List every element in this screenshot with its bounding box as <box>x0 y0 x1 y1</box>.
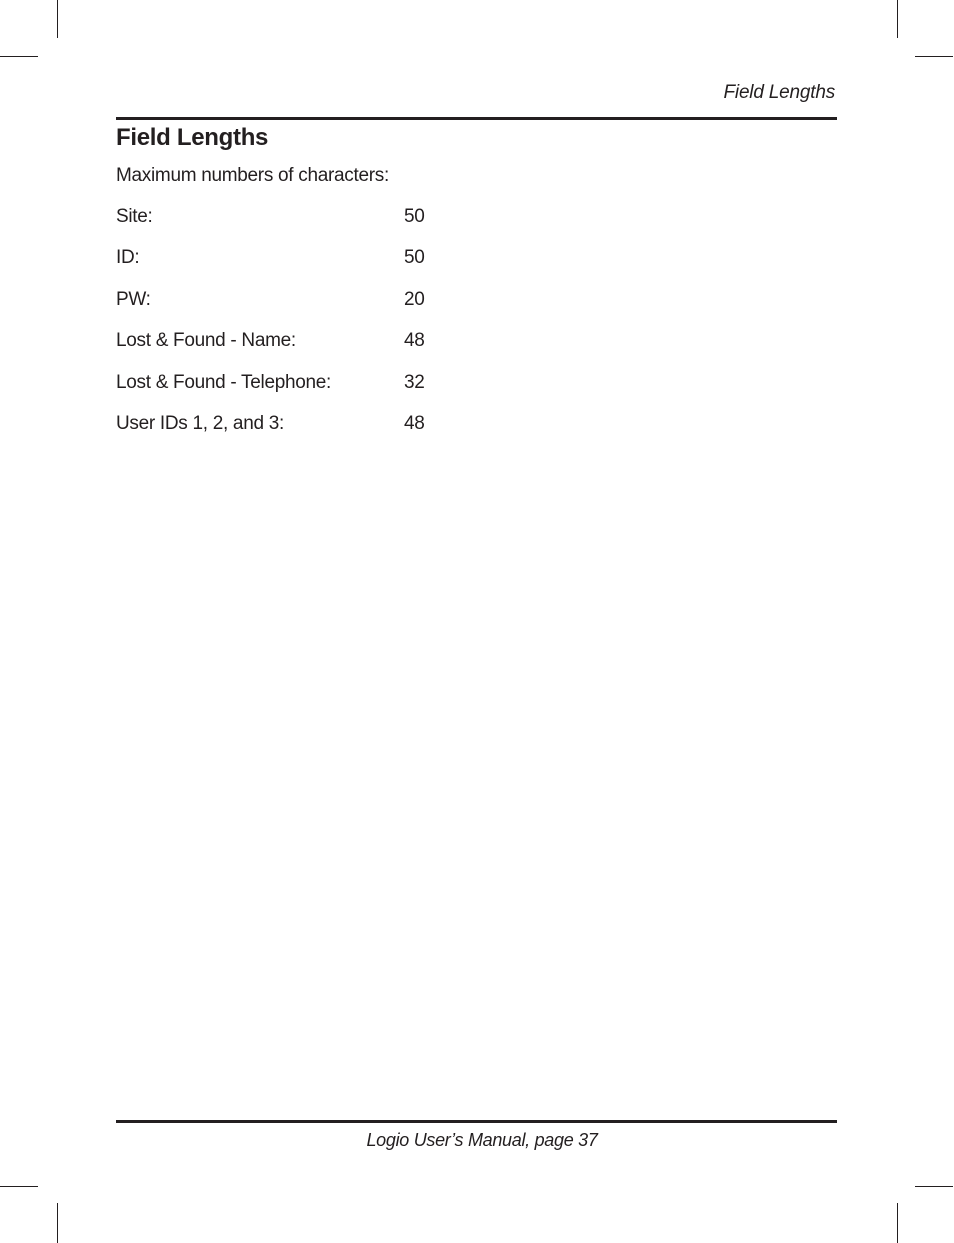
field-max-length: 50 <box>404 206 425 227</box>
field-max-length: 48 <box>404 330 425 352</box>
crop-mark-bottom-left-horizontal <box>0 1186 38 1187</box>
field-max-length: 50 <box>404 247 425 269</box>
field-label: Site: <box>116 206 153 227</box>
field-max-length: 20 <box>404 288 425 310</box>
field-label: PW: <box>116 288 151 310</box>
table-row <box>116 368 436 409</box>
running-header: Field Lengths <box>723 82 835 103</box>
table-row <box>116 285 436 326</box>
crop-mark-bottom-left-vertical <box>57 1203 58 1243</box>
field-max-length: 32 <box>404 371 425 393</box>
header-rule <box>116 117 837 120</box>
page-footer: Logio User’s Manual, page 37 <box>366 1130 598 1150</box>
field-label: User IDs 1, 2, and 3: <box>116 412 284 434</box>
table-row <box>116 202 436 243</box>
field-length-table <box>116 202 436 450</box>
crop-mark-top-left-vertical <box>57 0 58 38</box>
intro-text: Maximum numbers of characters: <box>116 165 389 186</box>
section-title: Field Lengths <box>116 124 269 151</box>
crop-mark-top-left-horizontal <box>0 56 38 57</box>
table-row <box>116 326 436 367</box>
field-label: Lost & Found - Telephone: <box>116 371 332 393</box>
crop-mark-top-right-horizontal <box>915 56 953 57</box>
field-max-length: 48 <box>404 412 425 434</box>
field-label: Lost & Found - Name: <box>116 330 296 352</box>
table-row <box>116 409 436 450</box>
field-label: ID: <box>116 247 140 269</box>
table-row <box>116 243 436 284</box>
crop-mark-bottom-right-horizontal <box>915 1186 953 1187</box>
footer-rule <box>116 1120 837 1123</box>
crop-mark-top-right-vertical <box>897 0 898 38</box>
crop-mark-bottom-right-vertical <box>897 1203 898 1243</box>
